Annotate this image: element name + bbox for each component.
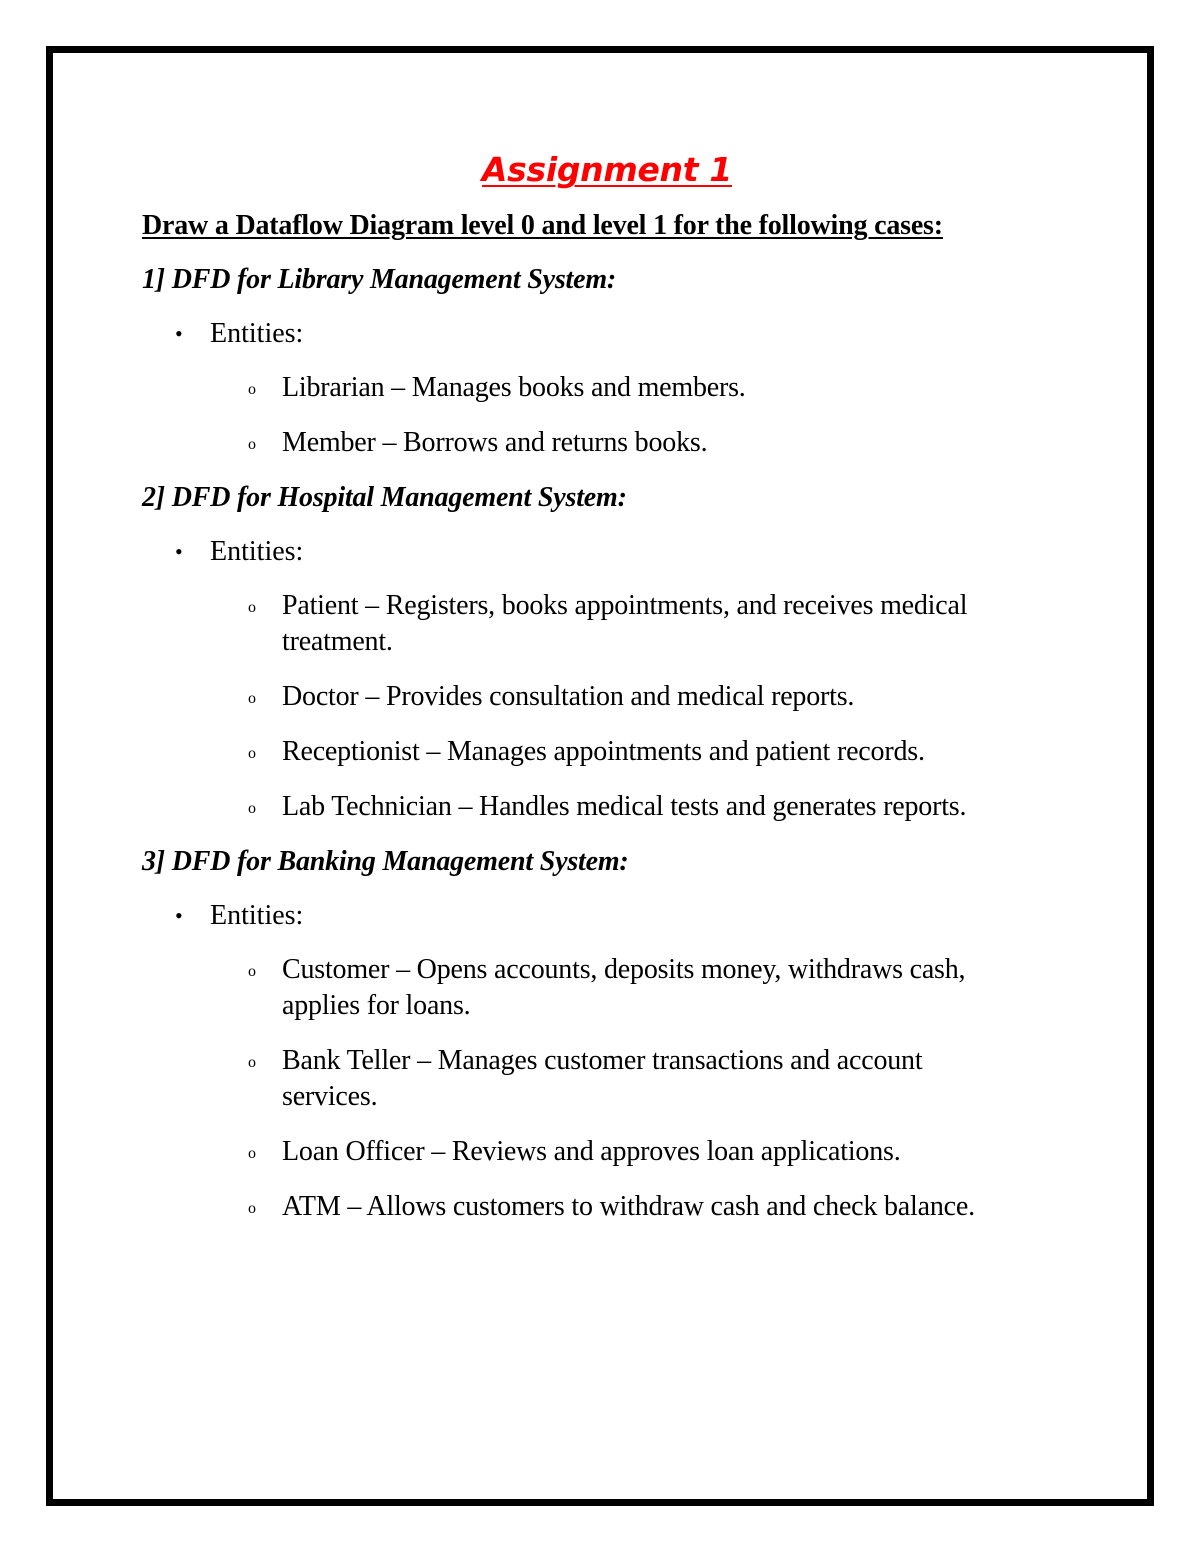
entities-label: Entities: <box>210 536 304 567</box>
entity-text: Member – Borrows and returns books. <box>282 427 708 458</box>
section-heading-banking: 3] DFD for Banking Management System: <box>142 846 629 877</box>
entity-item <box>142 734 1022 770</box>
entity-text: Loan Officer – Reviews and approves loan applications. <box>282 1136 901 1167</box>
entity-text: Patient – Registers, books appointments, and receives medical treatment. <box>282 590 968 657</box>
entity-item <box>142 1189 1022 1225</box>
circle-bullet-icon: o <box>248 381 256 398</box>
entity-text: Customer – Opens accounts, deposits money, withdraws cash, applies for loans. <box>282 954 966 1021</box>
entity-item <box>142 1134 1022 1170</box>
entity-item <box>142 952 1022 1024</box>
bullet-icon: • <box>175 321 183 346</box>
entity-item <box>142 789 1022 825</box>
bullet-icon: • <box>175 539 183 564</box>
circle-bullet-icon: o <box>248 963 256 980</box>
entities-label: Entities: <box>210 900 304 931</box>
entity-text: Librarian – Manages books and members. <box>282 372 746 403</box>
entity-item <box>142 1043 1022 1115</box>
entity-text: Receptionist – Manages appointments and patient records. <box>282 736 925 767</box>
entities-bullet <box>142 534 1072 570</box>
circle-bullet-icon: o <box>248 436 256 453</box>
entity-text: ATM – Allows customers to withdraw cash and check balance. <box>282 1191 975 1222</box>
section-heading-hospital: 2] DFD for Hospital Management System: <box>142 482 627 513</box>
document-title: Assignment 1 <box>481 150 733 189</box>
document-body <box>142 146 1072 1244</box>
entities-label: Entities: <box>210 318 304 349</box>
entities-bullet <box>142 898 1072 934</box>
circle-bullet-icon: o <box>248 599 256 616</box>
circle-bullet-icon: o <box>248 745 256 762</box>
section-heading-library: 1] DFD for Library Management System: <box>142 264 617 295</box>
entity-item <box>142 679 1022 715</box>
circle-bullet-icon: o <box>248 800 256 817</box>
entity-text: Doctor – Provides consultation and medical reports. <box>282 681 855 712</box>
entities-bullet <box>142 316 1072 352</box>
circle-bullet-icon: o <box>248 1054 256 1071</box>
circle-bullet-icon: o <box>248 690 256 707</box>
entity-text: Lab Technician – Handles medical tests and generates reports. <box>282 791 967 822</box>
entity-item <box>142 370 1022 406</box>
entity-item <box>142 425 1022 461</box>
entity-item <box>142 588 1022 660</box>
bullet-icon: • <box>175 903 183 928</box>
entity-text: Bank Teller – Manages customer transactions and account services. <box>282 1045 923 1112</box>
circle-bullet-icon: o <box>248 1200 256 1217</box>
assignment-instruction: Draw a Dataflow Diagram level 0 and level 1 for the following cases: <box>142 210 943 241</box>
circle-bullet-icon: o <box>248 1145 256 1162</box>
